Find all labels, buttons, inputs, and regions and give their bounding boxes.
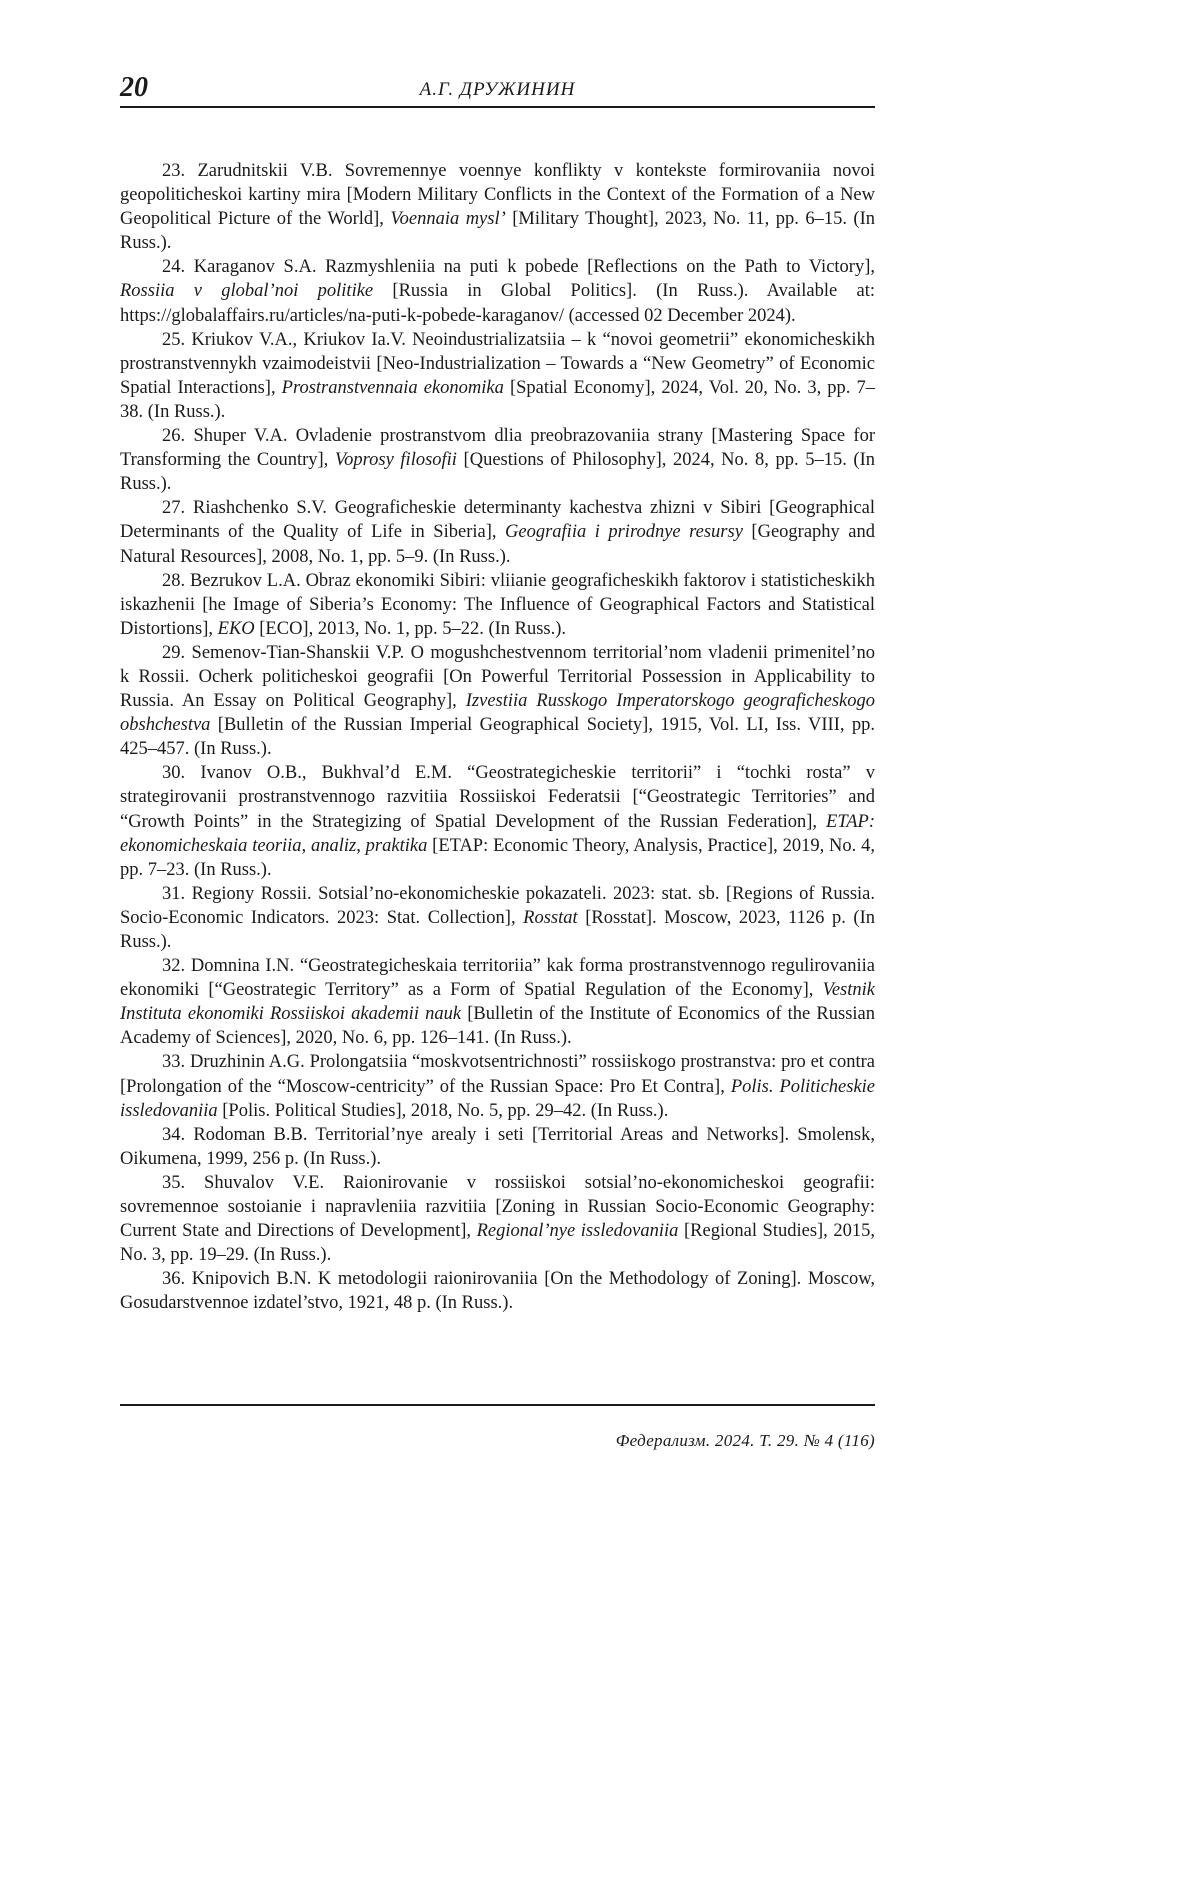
reference-text: 36. Knipovich B.N. K metodologii raionirovaniia [On the Methodology of Zoning]. Moscow, Gosudarstvennoe izdatel’stvo, 1921, 48 p. (In Russ.). <box>120 1269 875 1314</box>
source-title: EKO <box>217 618 255 639</box>
reference-entry <box>120 424 875 496</box>
reference-text: 30. Ivanov O.B., Bukhval’d E.M. “Geostrategicheskie territorii” i “tochki rosta” v strategirovanii prostranstvennogo razvitiia Rossiiskoi Federatsii [“Geostrategic Territories” and “Growth Points” in the Strategizing of Spatial Development of the Russian Federation], <box>120 763 875 832</box>
reference-text: [Bulletin of the Institute of Economics of the Russian Academy of Sciences], 2020, No. 6, pp. 126–141. (In Russ.). <box>120 1004 875 1049</box>
reference-text: 27. Riashchenko S.V. Geograficheskie determinanty kachestva zhizni v Sibiri [Geographical Determinants of the Quality of Life in Siberia], <box>120 498 875 543</box>
source-title: Geografiia i prirodnye resursy <box>505 522 743 543</box>
reference-entry <box>120 569 875 641</box>
reference-entry <box>120 255 875 327</box>
reference-text: 24. Karaganov S.A. Razmyshleniia na puti k pobede [Reflections on the Path to Victory], <box>162 257 875 278</box>
reference-text: [ETAP: Economic Theory, Analysis, Practice], 2019, No. 4, pp. 7–23. (In Russ.). <box>120 835 875 880</box>
source-title: Izvestiia Russkogo Imperatorskogo geograficheskogo obshchestva <box>120 691 875 736</box>
source-title: Regional’nye issledovaniia <box>476 1221 679 1242</box>
footer-divider <box>120 1404 875 1406</box>
reference-text: [Questions of Philosophy], 2024, No. 8, pp. 5–15. (In Russ.). <box>120 450 875 495</box>
reference-entry <box>120 1050 875 1122</box>
source-title: Polis. Politicheskie issledovaniia <box>120 1076 876 1121</box>
reference-text: 26. Shuper V.A. Ovladenie prostranstvom dlia preobrazovaniia strany [Mastering Space for Transforming the Country], <box>120 426 875 471</box>
reference-entry <box>120 1171 875 1267</box>
source-title: Rosstat <box>523 907 578 928</box>
reference-text: [Military Thought], 2023, No. 11, pp. 6–15. (In Russ.). <box>120 209 875 254</box>
reference-entry <box>120 496 875 568</box>
reference-text: [ECO], 2013, No. 1, pp. 5–22. (In Russ.). <box>254 618 567 639</box>
reference-text: 34. Rodoman B.B. Territorial’nye arealy i seti [Territorial Areas and Networks]. Smolensk, Oikumena, 1999, 256 p. (In Russ.). <box>120 1124 875 1169</box>
reference-text: 23. Zarudnitskii V.B. Sovremennye voennye konflikty v kontekste formirovaniia novoi geopoliticheskoi kartiny mira [Modern Military Conflicts in the Context of the Formation of a New Geopolitical Picture of the World], <box>120 161 875 230</box>
reference-text: [Russia in Global Politics]. (In Russ.). Available at: https://globalaffairs.ru/articles/na-puti-k-pobede-karaganov/ (accessed 02 December 2024). <box>120 281 875 326</box>
reference-text: [Bulletin of the Russian Imperial Geographical Society], 1915, Vol. LI, Iss. VIII, pp. 425–457. (In Russ.). <box>120 715 875 760</box>
reference-text: [Geography and Natural Resources], 2008, No. 1, pp. 5–9. (In Russ.). <box>120 522 875 567</box>
source-title: Vestnik Instituta ekonomiki Rossiiskoi akademii nauk <box>120 980 875 1025</box>
reference-text: [Regional Studies], 2015, No. 3, pp. 19–29. (In Russ.). <box>120 1221 876 1266</box>
reference-entry <box>120 159 875 255</box>
running-title: А.Г. ДРУЖИНИН <box>419 79 576 100</box>
reference-entry <box>120 641 875 761</box>
reference-text: [Rosstat]. Moscow, 2023, 1126 p. (In Russ.). <box>120 907 875 952</box>
source-title: Prostranstvennaia ekonomika <box>281 377 504 398</box>
page-number: 20 <box>120 72 148 103</box>
reference-text: 28. Bezrukov L.A. Obraz ekonomiki Sibiri: vliianie geograficheskikh faktorov i statisticheskikh iskazhenii [he Image of Siberia’s Economy: The Influence of Geographical Factors and Statistical Distortions], <box>120 570 875 639</box>
reference-entry <box>120 328 875 424</box>
reference-list <box>120 159 875 1316</box>
reference-text: [Spatial Economy], 2024, Vol. 20, No. 3, pp. 7–38. (In Russ.). <box>120 377 875 422</box>
reference-text: 29. Semenov-Tian-Shanskii V.P. O mogushchestvennom territorial’nom vladenii primenitel’no k Rossii. Ocherk politicheskoi geografii [On Powerful Territorial Possession in Applicability to Russia. An Essay on Political Geography], <box>120 642 875 712</box>
source-title: Rossiia v global’noi politike <box>120 281 374 302</box>
source-title: ETAP: ekonomicheskaia teoriia, analiz, praktika <box>120 811 875 856</box>
reference-entry <box>120 954 875 1050</box>
reference-text: [Polis. Political Studies], 2018, No. 5, pp. 29–42. (In Russ.). <box>217 1100 669 1121</box>
reference-text: 32. Domnina I.N. “Geostrategicheskaia territoriia” kak forma prostranstvennogo regulirovaniia ekonomiki [“Geostrategic Territory” as a Form of Spatial Regulation of the Economy], <box>120 956 875 1001</box>
reference-entry <box>120 1267 875 1315</box>
source-title: Voennaia mysl’ <box>390 209 506 230</box>
reference-entry <box>120 1123 875 1171</box>
reference-text: 35. Shuvalov V.E. Raionirovanie v rossiiskoi sotsial’no-ekonomicheskoi geografii: sovremennoe sostoianie i napravleniia razvitiia [Zoning in Russian Socio-Economic Geography: Current State and Directions of Development], <box>120 1172 875 1242</box>
page-header <box>120 72 875 108</box>
reference-entry <box>120 761 875 881</box>
reference-text: 33. Druzhinin A.G. Prolongatsiia “moskvotsentrichnosti” rossiiskogo prostranstva: pro et contra [Prolongation of the “Moscow-centricity” of the Russian Space: Pro Et Contra], <box>120 1052 875 1097</box>
journal-footer: Федерализм. 2024. Т. 29. № 4 (116) <box>615 1431 875 1450</box>
reference-text: 25. Kriukov V.A., Kriukov Ia.V. Neoindustrializatsiia – k “novoi geometrii” ekonomicheskikh prostranstvennykh vzaimodeistvii [Neo-Industrialization – Towards a “New Geometry” of Economic Spatial Interactions], <box>120 329 875 398</box>
reference-text: 31. Regiony Rossii. Sotsial’no-ekonomicheskie pokazateli. 2023: stat. sb. [Regions of Russia. Socio-Economic Indicators. 2023: Stat. Collection], <box>120 883 875 928</box>
source-title: Voprosy filosofii <box>334 450 457 471</box>
reference-entry <box>120 882 875 954</box>
